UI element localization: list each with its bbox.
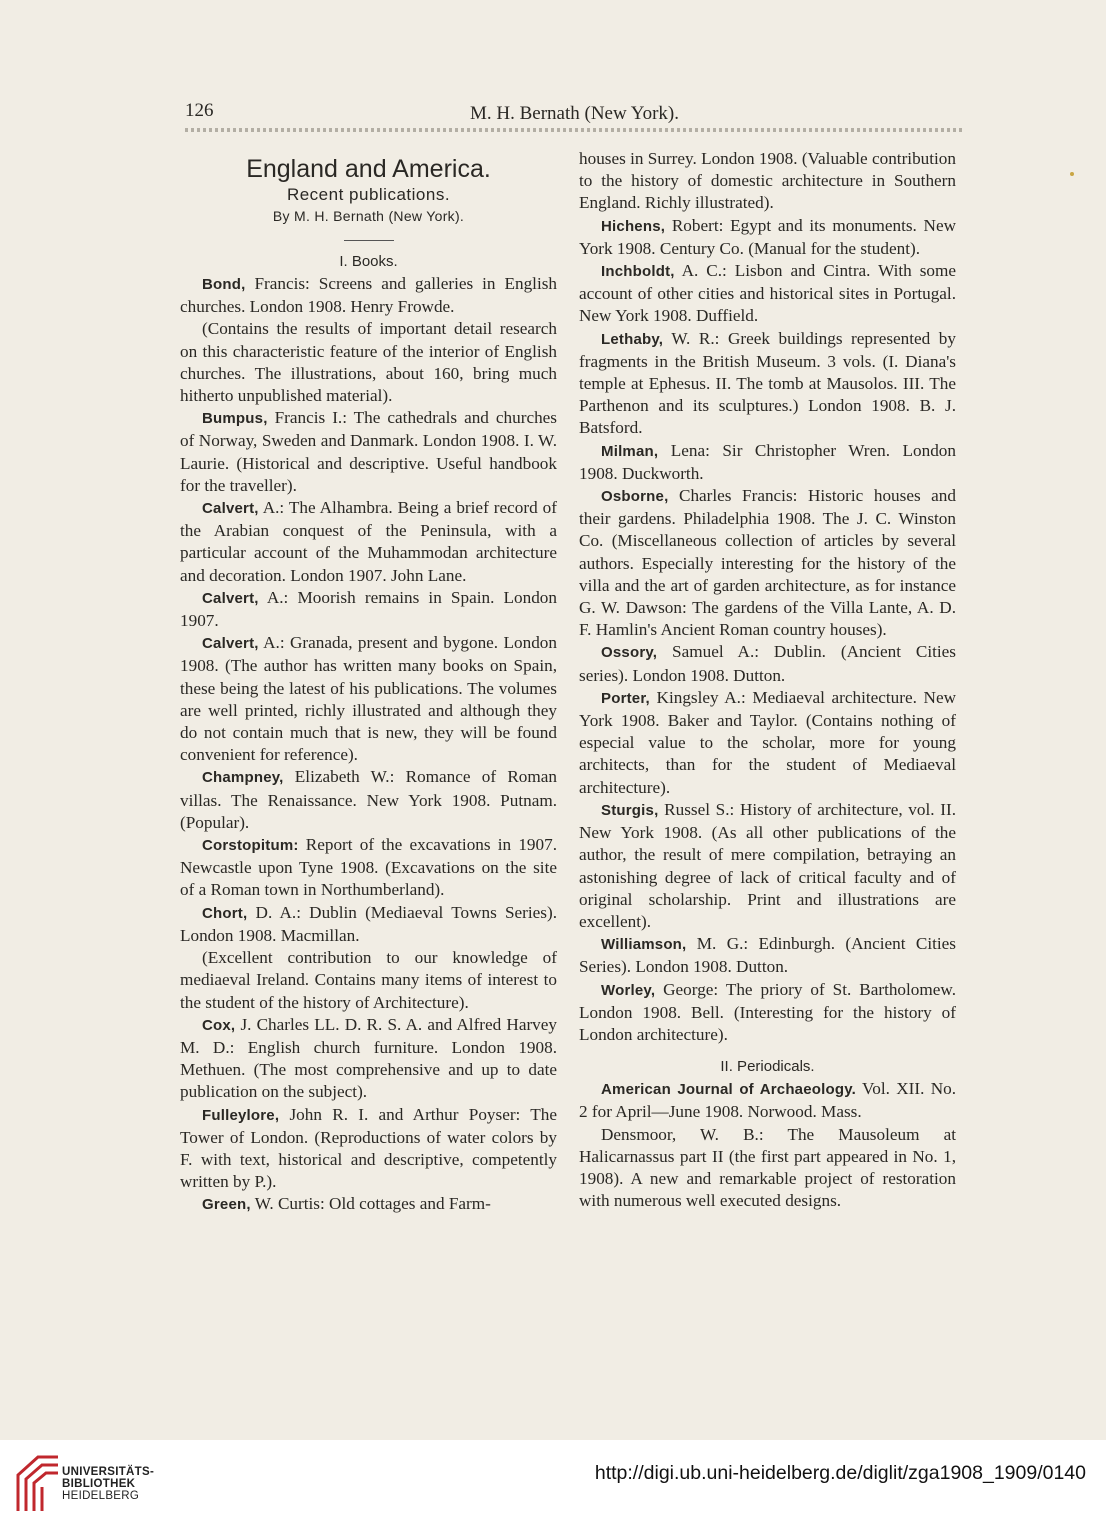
entry-author: Bond, [202,276,246,293]
section-heading-periodicals: II. Periodicals. [720,1058,815,1076]
section-heading-books: I. Books. [339,253,398,270]
entry-author: Calvert, [202,500,259,518]
running-title: M. H. Bernath (New York). [470,103,679,124]
source-url[interactable]: http://digi.ub.uni-heidelberg.de/diglit/zga1908_1909/0140 [594,1462,1086,1484]
bibliography-entry [579,485,956,641]
entry-text: (Excellent contribution to our knowledge of mediaeval Ireland. Contains many items of interest to the student of the history of Architecture). [180,948,557,1012]
entry-author: Cox, [202,1016,236,1034]
bibliography-entry [180,1104,557,1194]
bibliography-entry [180,834,557,902]
entry-author: Green, [202,1196,251,1214]
entry-text: Report of the excavations in 1907. Newcastle upon Tyne 1908. (Excavations on the site of a Roman town in Northumberland). [180,835,557,900]
entry-text: Francis: Screens and galleries in English churches. London 1908. Henry Frowde. [180,274,557,317]
bibliography-entry [579,687,956,799]
bibliography-entry [579,933,956,978]
entry-author: American Journal of Archaeology. [601,1081,857,1099]
entry-author: Fulleylore, [202,1106,280,1124]
bibliography-entry [180,318,557,407]
entry-author: Lethaby, [601,330,664,348]
bibliography-entry [579,641,956,686]
entry-text: J. Charles LL. D. R. S. A. and Alfred Harvey M. D.: English church furniture. London 1908. Methuen. (The most comprehensive and up to date publication on the subject). [180,1014,557,1102]
entry-text: A. C.: Lisbon and Cintra. With some account of other cities and historical sites in Portugal. New York 1908. Duffield. [579,261,956,326]
bibliography-entry [180,766,557,834]
bibliography-entry [579,148,956,215]
bibliography-entry [180,902,557,947]
entry-text: John R. I. and Arthur Poyser: The Tower of London. (Reproductions of water colors by F. with text, historical and descriptive, competently written by P.). [180,1104,557,1192]
bibliography-entry [579,979,956,1047]
entry-text: A.: The Alhambra. Being a brief record of the Arabian conquest of the Peninsula, with a particular account of the Muhammodan architecture and decoration. London 1907. John Lane. [180,498,557,585]
bibliography-entry [579,328,956,440]
entry-text: Lena: Sir Christopher Wren. London 1908. Duckworth. [579,440,956,483]
entry-author: Corstopitum: [202,837,299,855]
entry-text: Samuel A.: Dublin. (Ancient Cities series). London 1908. Dutton. [579,642,956,685]
entry-text: A.: Moorish remains in Spain. London 1907. [180,587,557,631]
left-column [180,148,557,1217]
bibliography-entry [180,1193,557,1216]
entry-text: D. A.: Dublin (Mediaeval Towns Series). London 1908. Macmillan. [180,902,557,945]
bibliography-entry [180,497,557,587]
left-entries [180,273,557,1217]
entry-text: Vol. XII. No. 2 for April—June 1908. Norwood. Mass. [579,1079,956,1122]
entry-author: Hichens, [601,217,666,235]
bibliography-entry [579,215,956,260]
entry-text: Elizabeth W.: Romance of Roman villas. The Renaissance. New York 1908. Putnam. (Popular). [180,767,557,832]
bibliography-entry [180,407,557,497]
paper-speck [1070,172,1074,176]
article-title: England and America. [246,155,491,183]
bibliography-entry [579,1078,956,1123]
article-subtitle: Recent publications. [286,185,451,204]
entry-text: (Contains the results of important detail research on this characteristic feature of the interior of English churches. The illustrations, about 160, bring much hitherto unpublished material). [180,319,557,406]
entry-author: Calvert, [202,635,259,653]
entry-author: Calvert, [202,589,259,607]
bibliography-entry [579,799,956,933]
bibliography-entry [579,1124,956,1213]
header-divider [185,128,962,132]
library-line-2: BIBLIOTHEK [62,1478,136,1490]
entry-author: Inchboldt, [601,263,675,281]
entry-text: W. R.: Greek buildings represented by fragments in the British Museum. 3 vols. (I. Diana's temple at Ephesus. II. The tomb at Mausolos. III. The Parthenon and its sculptures.) London 1908. B. J. Batsford. [579,328,956,438]
library-line-3: HEIDELBERG [62,1490,140,1502]
entry-text: houses in Surrey. London 1908. (Valuable contribution to the history of domestic architecture in Southern England. Richly illustrated). [579,149,956,213]
bibliography-entry [180,947,557,1014]
bibliography-entry [579,440,956,485]
bibliography-entry [579,260,956,328]
entry-author: Milman, [601,442,659,460]
entry-text: A.: Granada, present and bygone. London 1908. (The author has written many books on Spain, these being the latest of his publications. The volumes are well printed, richly illustrated and although they do not contain much that is new, they will be found convenient for reference). [180,633,557,765]
entry-text: M. G.: Edinburgh. (Ancient Cities Series). London 1908. Dutton. [579,934,956,977]
entry-author: Porter, [601,689,650,707]
bibliography-entry [180,1014,557,1104]
library-logo-icon [14,1453,60,1513]
entry-text: Russel S.: History of architecture, vol. II. New York 1908. (As all other publications of the author, the result of mere compilation, betraying an astonishing degree of lack of critical faculty and of original scholarship. Print and illustrations are excellent). [579,799,956,931]
entry-author: Sturgis, [601,801,659,819]
entry-author: Bumpus, [202,410,268,428]
entry-text: Densmoor, W. B.: The Mausoleum at Halicarnassus part II (the first part appeared in No. 1, 1908). A new and remarkable project of restoration with numerous well executed designs. [579,1124,956,1211]
entry-author: Worley, [601,981,656,999]
entry-author: Champney, [202,769,284,787]
entry-author: Williamson, [601,936,687,954]
entry-text: Charles Francis: Historic houses and their gardens. Philadelphia 1908. The J. C. Winston Co. (Miscellaneous collection of articles by several authors. Especially interesting for the history of the villa and the art of garden architecture, as for instance G. W. Dawson: The gardens of the Villa Lante, A. D. F. Hamlin's Ancient Roman country houses). [579,486,956,640]
entry-author: Ossory, [601,644,658,662]
right-entries [579,148,956,1046]
library-line-1: UNIVERSITÄTS- [62,1466,155,1478]
right-column [579,148,956,1212]
title-divider [344,240,394,241]
article-byline: By M. H. Bernath (New York). [272,208,465,224]
bibliography-entry [180,632,557,766]
entry-author: Chort, [202,904,248,922]
entry-author: Osborne, [601,488,669,506]
entry-text: W. Curtis: Old cottages and Farm- [250,1194,491,1214]
periodical-entries [579,1078,956,1212]
bibliography-entry [180,587,557,632]
library-name [62,1466,154,1502]
entry-text: Francis I.: The cathedrals and churches of Norway, Sweden and Danmark. London 1908. I. W. Laurie. (Historical and descriptive. Useful handbook for the traveller). [180,408,557,495]
page-number: 126 [185,100,214,121]
entry-text: Robert: Egypt and its monuments. New York 1908. Century Co. (Manual for the student). [579,215,956,258]
entry-text: George: The priory of St. Bartholomew. London 1908. Bell. (Interesting for the history of London architecture). [579,979,956,1044]
bibliography-entry [180,273,557,318]
entry-text: Kingsley A.: Mediaeval architecture. New York 1908. Baker and Taylor. (Contains nothing of especial value to the scholar, more for young architects, than for the student of Mediaeval architecture). [579,687,956,797]
